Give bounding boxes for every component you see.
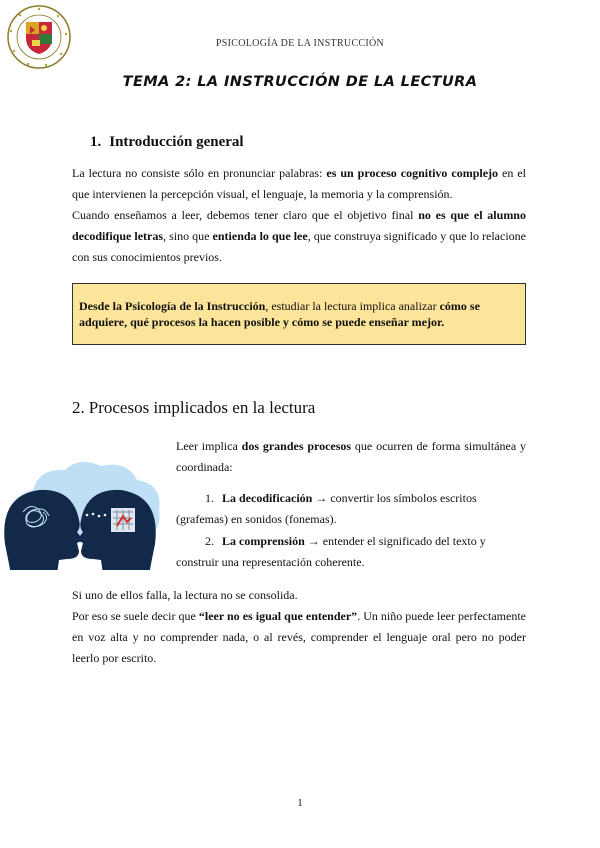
section-number: 2. (72, 398, 85, 417)
paragraph-intro: La lectura no consiste sólo en pronunciar palabras: es un proceso cognitivo complejo en el que intervienen la percepción visual, el lenguaje, la memoria y la comprensión. (72, 166, 526, 201)
section-number: 1. (90, 134, 102, 150)
university-seal-logo (6, 4, 72, 70)
emphasis: entienda lo que lee (212, 229, 308, 243)
emphasis: cómo se adquiere, qué procesos la hacen posible y cómo se puede enseñar mejor. (79, 299, 480, 329)
emphasis: es un proceso cognitivo complejo (326, 166, 499, 180)
emphasis: La decodificación (222, 491, 313, 505)
paragraph-objective: Cuando enseñamos a leer, debemos tener claro que el objetivo final no es que el alumno decodifique letras, sino que entienda lo que lee, que construya significado y que lo relacione con sus conocimientos previos. (72, 208, 526, 264)
list-item-comprehension: 2. La comprensión → entender el significado del texto y construir una representación coherente. (176, 531, 526, 573)
paragraph-consolidation: Si uno de ellos falla, la lectura no se consolida. (72, 588, 298, 602)
emphasis: no es que el alumno decodifique letras (72, 208, 526, 243)
emphasis: dos grandes procesos (241, 439, 352, 453)
section-title: Procesos implicados en la lectura (88, 398, 316, 417)
list-item-decoding: 1. La decodificación → convertir los símbolos escritos (grafemas) en sonidos (fonemas). (176, 488, 526, 530)
document-title: TEMA 2: LA INSTRUCCIÓN DE LA LECTURA (122, 74, 478, 90)
running-header: PSICOLOGÍA DE LA INSTRUCCIÓN (215, 38, 385, 49)
highlight-box: Desde la Psicología de la Instrucción, estudiar la lectura implica analizar cómo se adquiere, qué procesos la hacen posible y cómo se puede enseñar mejor. (72, 283, 526, 345)
page-number: 1 (297, 797, 303, 809)
paragraph-two-processes: Leer implica dos grandes procesos que ocurren de forma simultánea y coordinada: (176, 439, 527, 474)
reading-heads-illustration (1, 452, 161, 570)
list-number: 2. (205, 534, 214, 548)
section-title: Introducción general (109, 134, 244, 150)
emphasis: La comprensión (222, 534, 305, 548)
emphasis-quote: “leer no es igual que entender” (198, 609, 358, 623)
list-number: 1. (205, 491, 214, 505)
section-1-heading (90, 134, 244, 151)
emphasis: Desde la Psicología de la Instrucción (79, 299, 266, 313)
paragraph-read-vs-understand: Por eso se suele decir que “leer no es igual que entender”. Un niño puede leer perfectamente en voz alta y no comprender nada, o al revés, comprender el lenguaje oral pero no poder leerlo por escrito. (72, 609, 526, 665)
section-2-heading (72, 398, 315, 418)
